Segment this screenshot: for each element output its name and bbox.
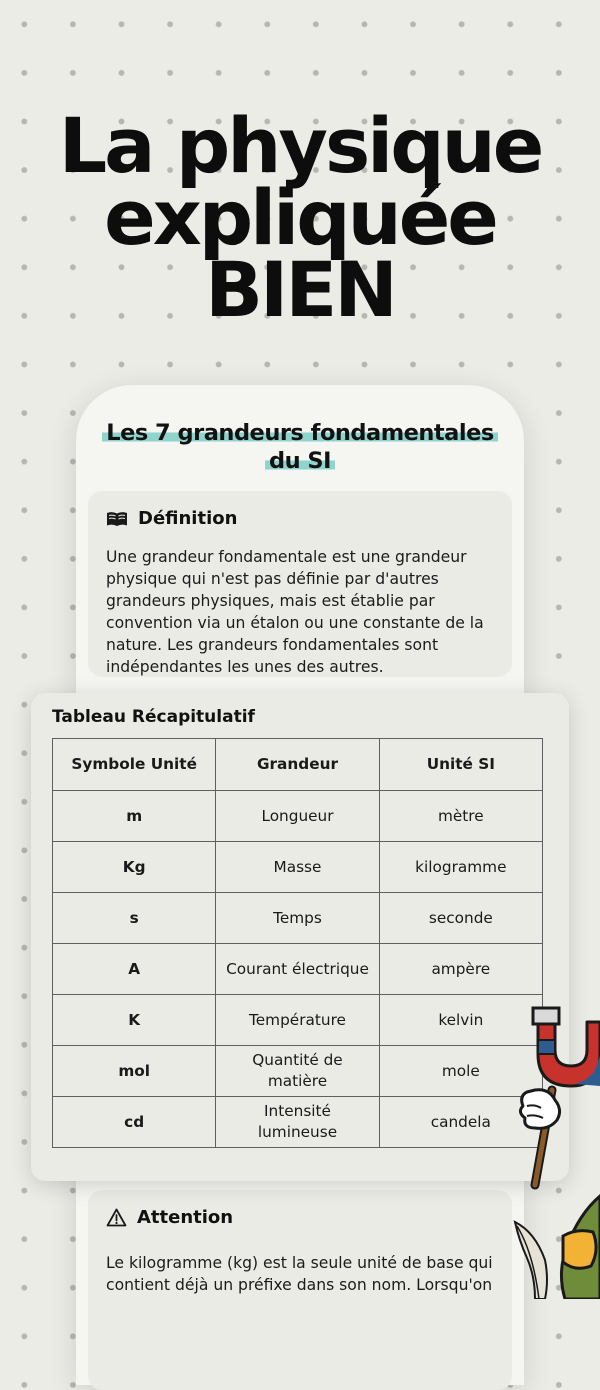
definition-header (106, 508, 237, 529)
cell-quantity: Courant électrique (216, 944, 379, 995)
card-title-line-2: du SI (265, 448, 335, 474)
hero-title-line-2: expliquée (104, 173, 496, 262)
cell-unit: kelvin (379, 995, 542, 1046)
cell-unit: mole (379, 1046, 542, 1097)
cell-symbol: cd (53, 1097, 216, 1148)
attention-heading: Attention (137, 1207, 234, 1228)
cell-unit: ampère (379, 944, 542, 995)
cell-unit: mètre (379, 791, 542, 842)
definition-text: Une grandeur fondamentale est une grandeur physique qui n'est pas définie par d'autres grandeurs physiques, mais est établie par convention via un étalon ou une constante de la nature. Les grandeurs fondamentales sont indépendantes les unes des autres. (106, 548, 484, 676)
summary-table-title: Tableau Récapitulatif (52, 707, 255, 727)
cell-symbol: s (53, 893, 216, 944)
table-row (53, 842, 543, 893)
table-header-row (53, 739, 543, 791)
summary-table-card (31, 693, 569, 1181)
attention-header (106, 1207, 233, 1228)
cell-quantity: Intensité lumineuse (216, 1097, 379, 1148)
table-row (53, 1097, 543, 1148)
column-header-symbol: Symbole Unité (53, 739, 216, 791)
cell-symbol: mol (53, 1046, 216, 1097)
hero-title (0, 101, 600, 334)
column-header-unit: Unité SI (379, 739, 542, 791)
summary-table (52, 738, 543, 1148)
card-title-line-1: Les 7 grandeurs fondamentales (102, 420, 498, 446)
hero-title-line-1: La physique (58, 101, 542, 190)
cell-quantity: Masse (216, 842, 379, 893)
cell-quantity: Quantité de matière (216, 1046, 379, 1097)
column-header-quantity: Grandeur (216, 739, 379, 791)
cell-symbol: A (53, 944, 216, 995)
cell-symbol: K (53, 995, 216, 1046)
cell-unit: kilogramme (379, 842, 542, 893)
open-book-icon (106, 511, 128, 527)
cell-quantity: Température (216, 995, 379, 1046)
warning-icon (106, 1208, 127, 1227)
card-title (76, 419, 524, 475)
cell-quantity: Longueur (216, 791, 379, 842)
hero-title-line-3: BIEN (205, 245, 395, 334)
table-row (53, 893, 543, 944)
definition-heading: Définition (138, 508, 238, 529)
cell-unit: candela (379, 1097, 542, 1148)
attention-text: Le kilogramme (kg) est la seule unité de base qui contient déjà un préfixe dans son nom. Lorsqu'on (106, 1254, 493, 1294)
cell-quantity: Temps (216, 893, 379, 944)
definition-box (88, 491, 512, 677)
cell-symbol: m (53, 791, 216, 842)
magnet-mascot-illustration (505, 1000, 600, 1299)
attention-box (88, 1190, 512, 1390)
table-row (53, 995, 543, 1046)
table-row (53, 791, 543, 842)
table-row (53, 944, 543, 995)
table-row (53, 1046, 543, 1097)
cell-unit: seconde (379, 893, 542, 944)
cell-symbol: Kg (53, 842, 216, 893)
